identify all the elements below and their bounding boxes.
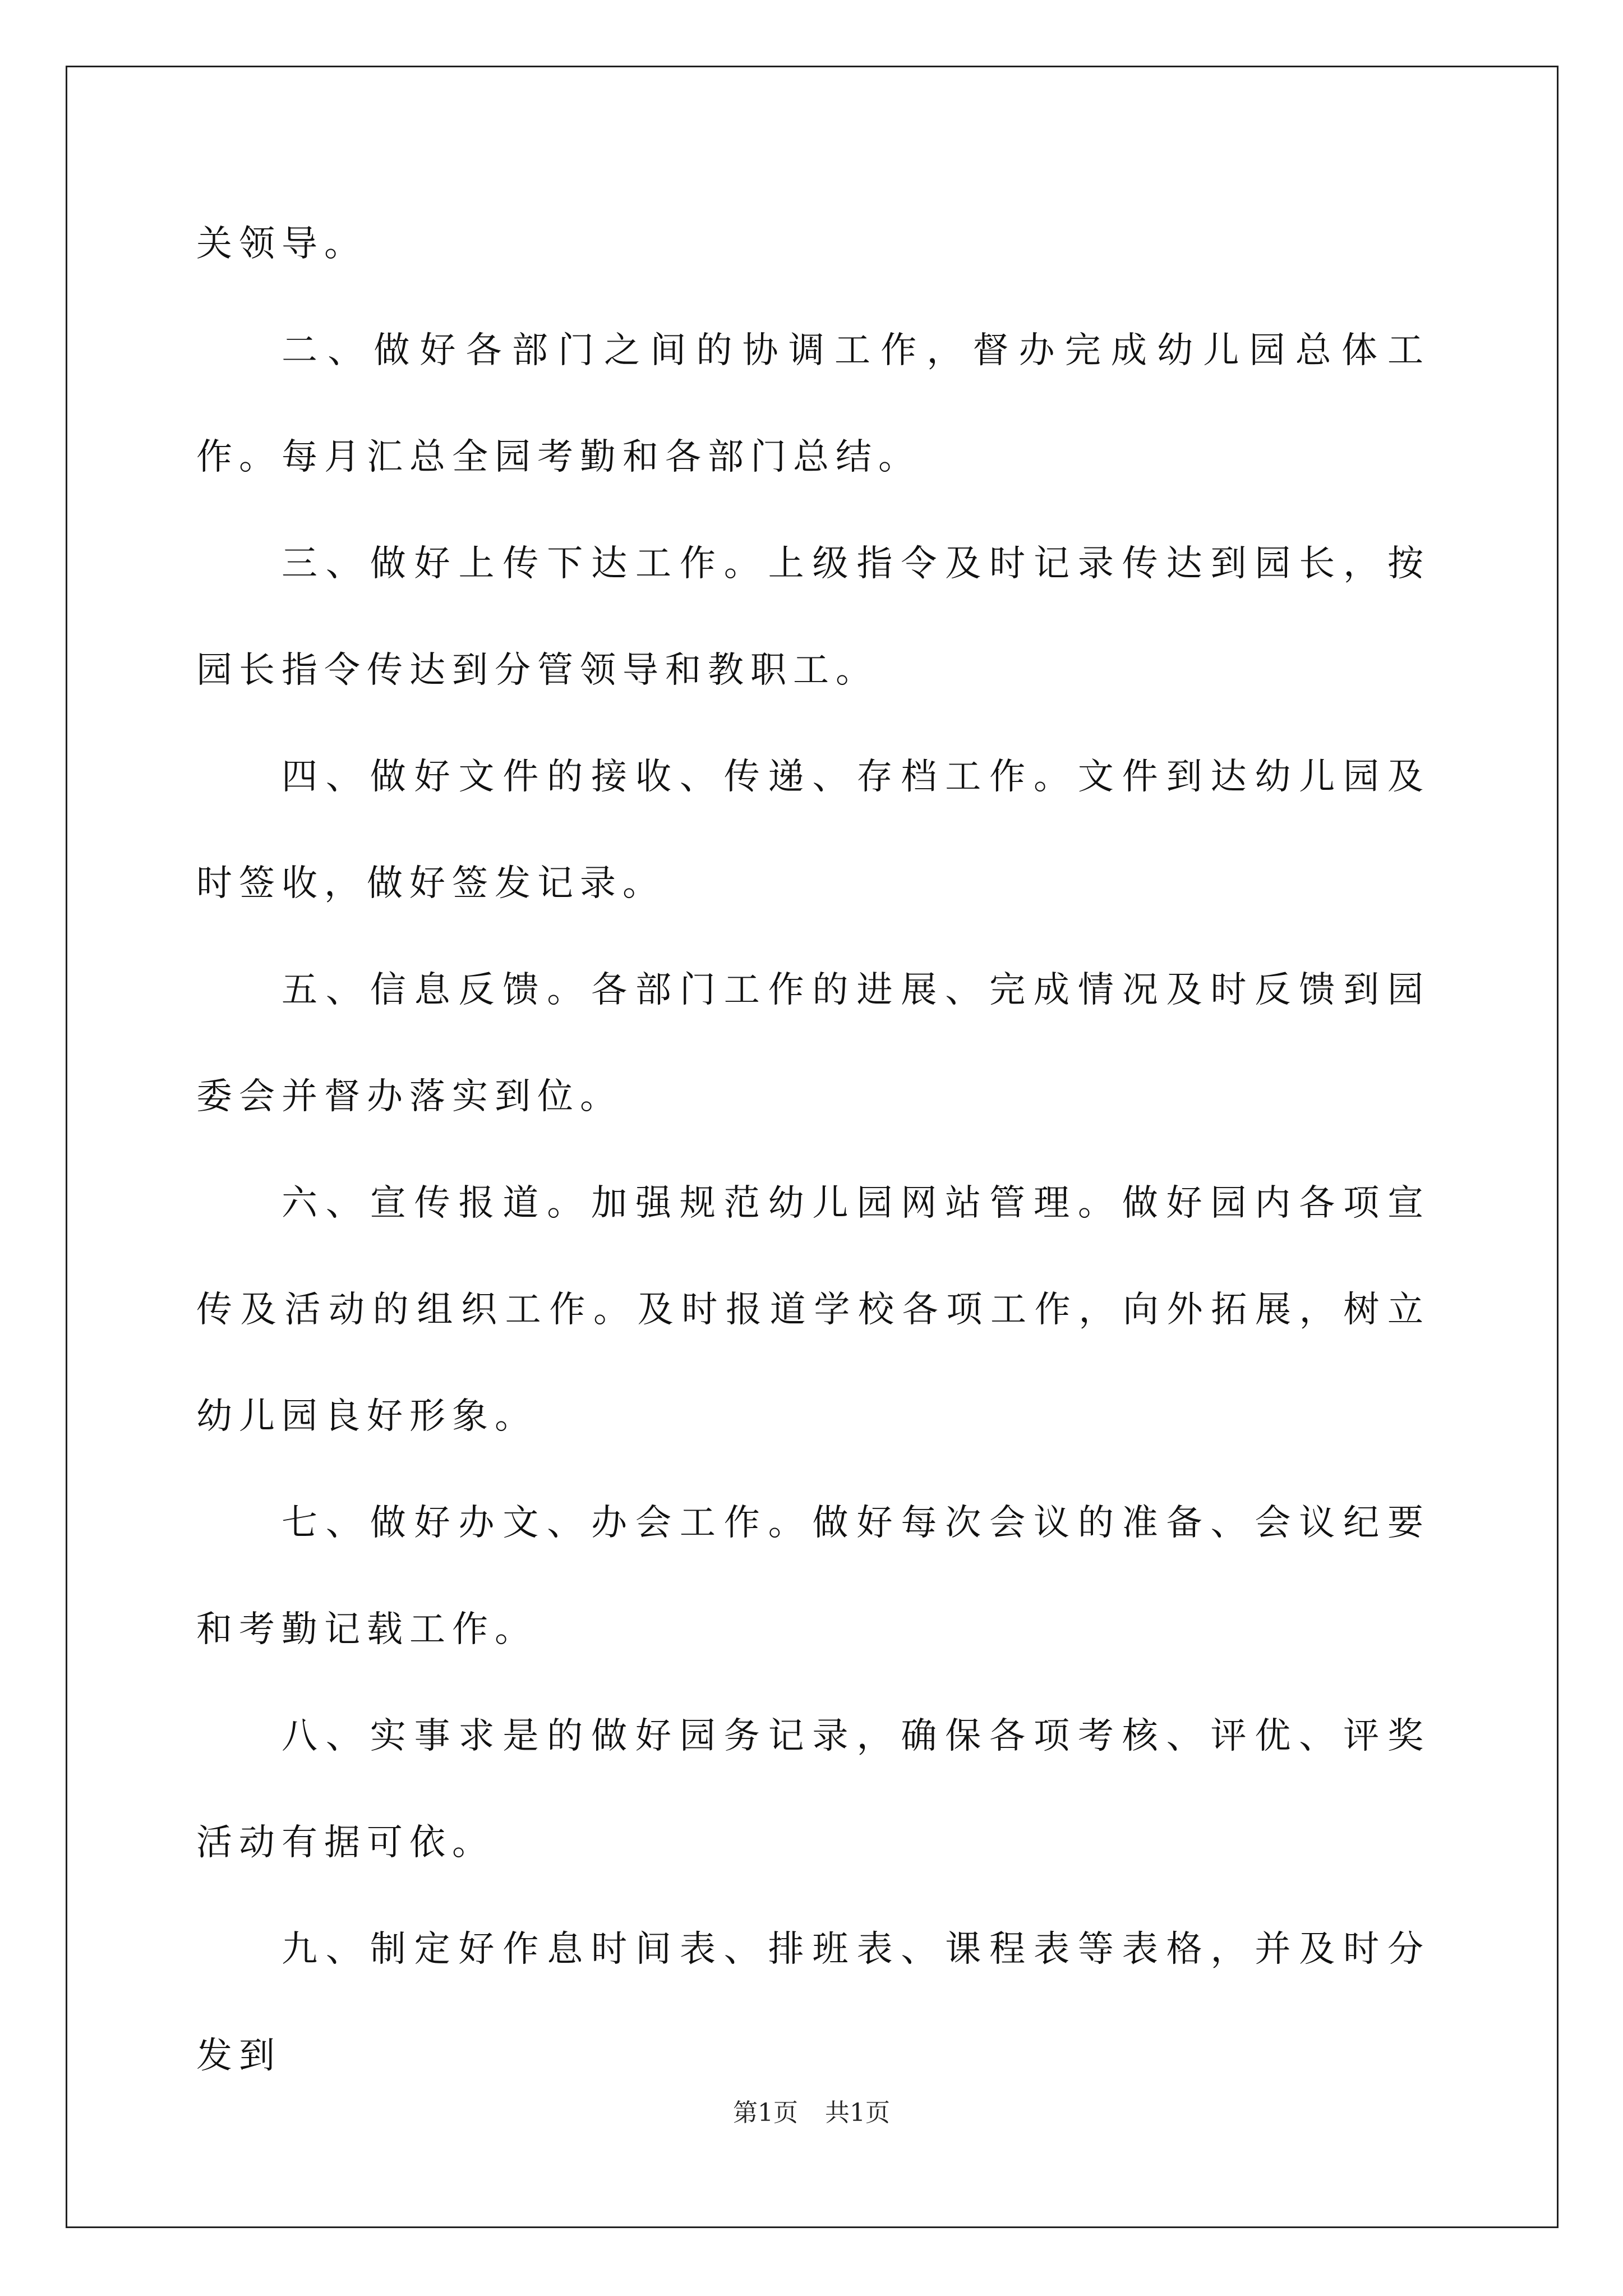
paragraph-continuation: 关领导。 [196, 223, 367, 265]
paragraph-item-5: 五、信息反馈。各部门工作的进展、完成情况及时反馈到园委会并督办落实到位。 [196, 969, 1430, 1117]
page-total: 共1页 [825, 2099, 890, 2127]
page-number: 第1页 [733, 2099, 798, 2127]
paragraph-item-4: 四、做好文件的接收、传递、存档工作。文件到达幼儿园及时签收，做好签发记录。 [196, 756, 1430, 904]
document-body [196, 191, 1430, 2109]
paragraph-item-2: 二、做好各部门之间的协调工作，督办完成幼儿园总体工作。每月汇总全园考勤和各部门总结。 [196, 330, 1430, 478]
paragraph-item-3: 三、做好上传下达工作。上级指令及时记录传达到园长，按园长指令传达到分管领导和教职工。 [196, 543, 1430, 691]
paragraph-item-7: 七、做好办文、办会工作。做好每次会议的准备、会议纪要和考勤记载工作。 [196, 1502, 1430, 1650]
paragraph-item-6: 六、宣传报道。加强规范幼儿园网站管理。做好园内各项宣传及活动的组织工作。及时报道学校各项工作，向外拓展，树立幼儿园良好形象。 [196, 1182, 1430, 1437]
page-footer [0, 2092, 1623, 2128]
paragraph-item-8: 八、实事求是的做好园务记录，确保各项考核、评优、评奖活动有据可依。 [196, 1715, 1430, 1864]
paragraph-item-9: 九、制定好作息时间表、排班表、课程表等表格，并及时分发到 [196, 1929, 1430, 2077]
